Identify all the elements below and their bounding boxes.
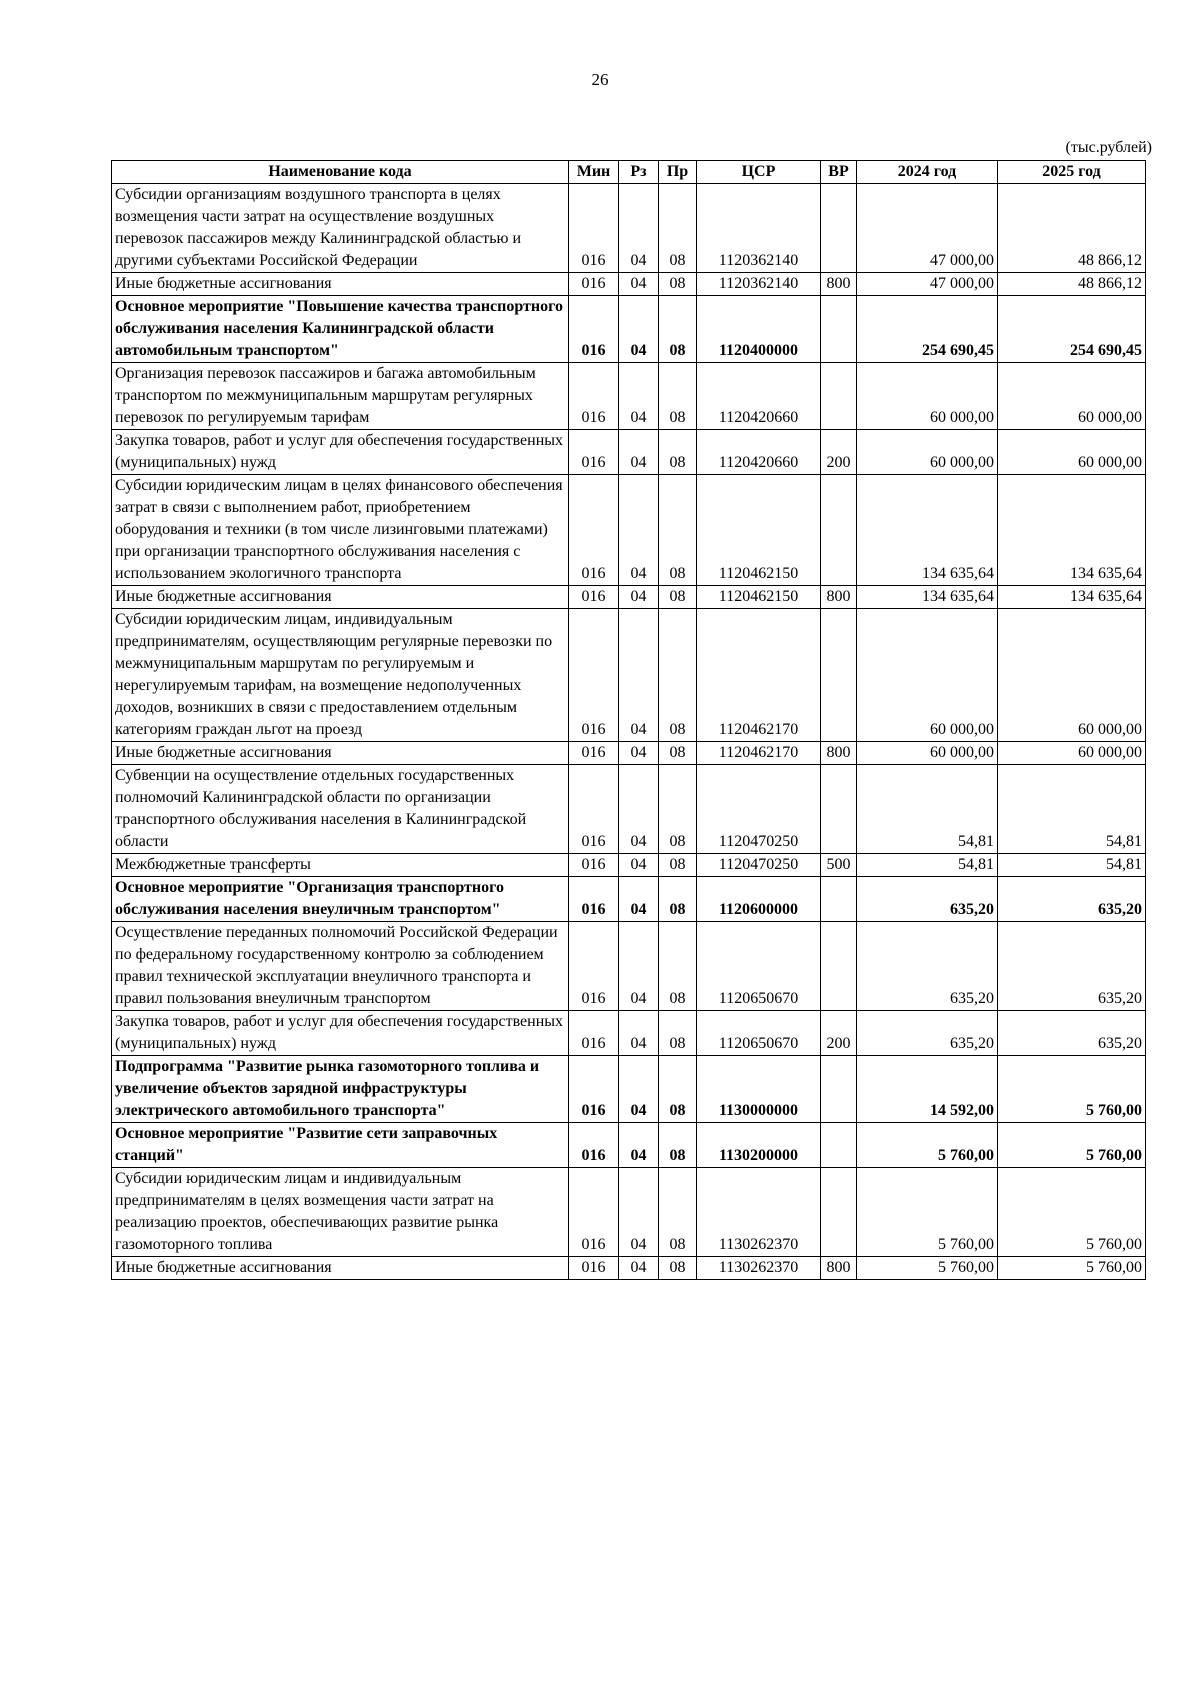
cell-name: Иные бюджетные ассигнования bbox=[112, 273, 569, 296]
cell-rz: 04 bbox=[619, 363, 659, 430]
cell-vr bbox=[821, 296, 857, 363]
table-header-row bbox=[112, 161, 1146, 184]
table-row bbox=[112, 1056, 1146, 1123]
cell-csr: 1120470250 bbox=[697, 854, 821, 877]
cell-2025: 134 635,64 bbox=[998, 586, 1146, 609]
cell-pr: 08 bbox=[659, 586, 697, 609]
cell-2025: 54,81 bbox=[998, 854, 1146, 877]
cell-csr: 1120462170 bbox=[697, 609, 821, 742]
table-row bbox=[112, 475, 1146, 586]
cell-csr: 1120650670 bbox=[697, 922, 821, 1011]
cell-vr bbox=[821, 765, 857, 854]
cell-name: Иные бюджетные ассигнования bbox=[112, 742, 569, 765]
table-row bbox=[112, 742, 1146, 765]
cell-vr bbox=[821, 922, 857, 1011]
cell-min: 016 bbox=[569, 1257, 619, 1280]
cell-2024: 47 000,00 bbox=[857, 184, 998, 273]
cell-csr: 1120650670 bbox=[697, 1011, 821, 1056]
cell-vr bbox=[821, 475, 857, 586]
table-row bbox=[112, 1257, 1146, 1280]
cell-2025: 5 760,00 bbox=[998, 1123, 1146, 1168]
cell-rz: 04 bbox=[619, 1257, 659, 1280]
table-row bbox=[112, 363, 1146, 430]
cell-2024: 254 690,45 bbox=[857, 296, 998, 363]
cell-rz: 04 bbox=[619, 1056, 659, 1123]
table-row bbox=[112, 430, 1146, 475]
table-body bbox=[112, 184, 1146, 1280]
cell-name: Иные бюджетные ассигнования bbox=[112, 586, 569, 609]
cell-name: Основное мероприятие "Повышение качества транспортного обслуживания населения Калининградской области автомобильным транспортом" bbox=[112, 296, 569, 363]
cell-rz: 04 bbox=[619, 854, 659, 877]
cell-vr: 800 bbox=[821, 1257, 857, 1280]
cell-csr: 1130200000 bbox=[697, 1123, 821, 1168]
cell-name: Иные бюджетные ассигнования bbox=[112, 1257, 569, 1280]
cell-2024: 635,20 bbox=[857, 877, 998, 922]
cell-vr bbox=[821, 877, 857, 922]
cell-name: Осуществление переданных полномочий Российской Федерации по федеральному государственному контролю за соблюдением правил технической эксплуатации внеуличного транспорта и правил пользования внеуличным транспортом bbox=[112, 922, 569, 1011]
cell-name: Субвенции на осуществление отдельных государственных полномочий Калининградской области по организации транспортного обслуживания населения в Калининградской области bbox=[112, 765, 569, 854]
cell-rz: 04 bbox=[619, 877, 659, 922]
cell-2025: 635,20 bbox=[998, 922, 1146, 1011]
cell-min: 016 bbox=[569, 854, 619, 877]
cell-min: 016 bbox=[569, 742, 619, 765]
cell-min: 016 bbox=[569, 586, 619, 609]
header-min: Мин bbox=[569, 161, 619, 184]
cell-pr: 08 bbox=[659, 1056, 697, 1123]
cell-2025: 635,20 bbox=[998, 1011, 1146, 1056]
cell-csr: 1120400000 bbox=[697, 296, 821, 363]
header-2024: 2024 год bbox=[857, 161, 998, 184]
table-row bbox=[112, 609, 1146, 742]
table-row bbox=[112, 1123, 1146, 1168]
cell-vr bbox=[821, 1056, 857, 1123]
cell-vr: 200 bbox=[821, 1011, 857, 1056]
cell-2024: 635,20 bbox=[857, 1011, 998, 1056]
cell-name: Организация перевозок пассажиров и багажа автомобильным транспортом по межмуниципальным маршрутам регулярных перевозок по регулируемым тарифам bbox=[112, 363, 569, 430]
cell-csr: 1120420660 bbox=[697, 430, 821, 475]
cell-2025: 48 866,12 bbox=[998, 273, 1146, 296]
cell-2024: 54,81 bbox=[857, 854, 998, 877]
cell-name: Основное мероприятие "Развитие сети заправочных станций" bbox=[112, 1123, 569, 1168]
cell-pr: 08 bbox=[659, 765, 697, 854]
cell-2024: 60 000,00 bbox=[857, 430, 998, 475]
cell-vr bbox=[821, 1123, 857, 1168]
cell-csr: 1120470250 bbox=[697, 765, 821, 854]
cell-csr: 1120462150 bbox=[697, 475, 821, 586]
cell-name: Субсидии организациям воздушного транспорта в целях возмещения части затрат на осуществление воздушных перевозок пассажиров между Калининградской областью и другими субъектами Российской Федерации bbox=[112, 184, 569, 273]
cell-vr: 800 bbox=[821, 742, 857, 765]
cell-rz: 04 bbox=[619, 184, 659, 273]
cell-2024: 60 000,00 bbox=[857, 742, 998, 765]
cell-vr: 200 bbox=[821, 430, 857, 475]
cell-name: Закупка товаров, работ и услуг для обеспечения государственных (муниципальных) нужд bbox=[112, 430, 569, 475]
cell-pr: 08 bbox=[659, 877, 697, 922]
cell-2024: 134 635,64 bbox=[857, 475, 998, 586]
cell-pr: 08 bbox=[659, 430, 697, 475]
cell-min: 016 bbox=[569, 765, 619, 854]
cell-2025: 134 635,64 bbox=[998, 475, 1146, 586]
header-csr: ЦСР bbox=[697, 161, 821, 184]
cell-vr bbox=[821, 184, 857, 273]
page-number: 26 bbox=[591, 70, 609, 89]
cell-csr: 1120420660 bbox=[697, 363, 821, 430]
cell-vr bbox=[821, 609, 857, 742]
cell-csr: 1130262370 bbox=[697, 1257, 821, 1280]
cell-rz: 04 bbox=[619, 296, 659, 363]
table-row bbox=[112, 922, 1146, 1011]
cell-csr: 1120362140 bbox=[697, 184, 821, 273]
cell-2024: 134 635,64 bbox=[857, 586, 998, 609]
cell-rz: 04 bbox=[619, 1011, 659, 1056]
cell-min: 016 bbox=[569, 1056, 619, 1123]
cell-2025: 54,81 bbox=[998, 765, 1146, 854]
units-label: (тыс.рублей) bbox=[1065, 139, 1152, 156]
cell-min: 016 bbox=[569, 1168, 619, 1257]
cell-2025: 5 760,00 bbox=[998, 1168, 1146, 1257]
table-row bbox=[112, 854, 1146, 877]
table-row bbox=[112, 273, 1146, 296]
cell-2025: 60 000,00 bbox=[998, 609, 1146, 742]
header-name: Наименование кода bbox=[112, 161, 569, 184]
cell-csr: 1120600000 bbox=[697, 877, 821, 922]
cell-csr: 1120462170 bbox=[697, 742, 821, 765]
cell-pr: 08 bbox=[659, 922, 697, 1011]
cell-rz: 04 bbox=[619, 1168, 659, 1257]
cell-2024: 635,20 bbox=[857, 922, 998, 1011]
cell-min: 016 bbox=[569, 273, 619, 296]
cell-pr: 08 bbox=[659, 475, 697, 586]
cell-name: Субсидии юридическим лицам и индивидуальным предпринимателям в целях возмещения части затрат на реализацию проектов, обеспечивающих развитие рынка газомоторного топлива bbox=[112, 1168, 569, 1257]
cell-name: Подпрограмма "Развитие рынка газомоторного топлива и увеличение объектов зарядной инфраструктуры электрического автомобильного транспорта" bbox=[112, 1056, 569, 1123]
cell-pr: 08 bbox=[659, 273, 697, 296]
cell-vr bbox=[821, 363, 857, 430]
cell-pr: 08 bbox=[659, 1123, 697, 1168]
cell-pr: 08 bbox=[659, 1011, 697, 1056]
cell-2024: 5 760,00 bbox=[857, 1257, 998, 1280]
table-row bbox=[112, 586, 1146, 609]
cell-rz: 04 bbox=[619, 1123, 659, 1168]
cell-csr: 1130262370 bbox=[697, 1168, 821, 1257]
cell-csr: 1130000000 bbox=[697, 1056, 821, 1123]
cell-min: 016 bbox=[569, 877, 619, 922]
cell-pr: 08 bbox=[659, 854, 697, 877]
cell-2024: 60 000,00 bbox=[857, 363, 998, 430]
cell-min: 016 bbox=[569, 922, 619, 1011]
cell-min: 016 bbox=[569, 430, 619, 475]
cell-csr: 1120362140 bbox=[697, 273, 821, 296]
cell-rz: 04 bbox=[619, 742, 659, 765]
cell-2025: 60 000,00 bbox=[998, 363, 1146, 430]
table-row bbox=[112, 877, 1146, 922]
cell-2025: 635,20 bbox=[998, 877, 1146, 922]
cell-2025: 48 866,12 bbox=[998, 184, 1146, 273]
cell-2024: 47 000,00 bbox=[857, 273, 998, 296]
cell-name: Субсидии юридическим лицам в целях финансового обеспечения затрат в связи с выполнением работ, приобретением оборудования и техники (в том числе лизинговыми платежами) при организации транспортного обслуживания населения с использованием экологичного транспорта bbox=[112, 475, 569, 586]
cell-rz: 04 bbox=[619, 586, 659, 609]
cell-min: 016 bbox=[569, 1011, 619, 1056]
cell-name: Межбюджетные трансферты bbox=[112, 854, 569, 877]
cell-csr: 1120462150 bbox=[697, 586, 821, 609]
table-row bbox=[112, 1011, 1146, 1056]
header-vr: ВР bbox=[821, 161, 857, 184]
cell-vr: 800 bbox=[821, 273, 857, 296]
cell-pr: 08 bbox=[659, 296, 697, 363]
cell-rz: 04 bbox=[619, 609, 659, 742]
cell-2025: 254 690,45 bbox=[998, 296, 1146, 363]
cell-2024: 5 760,00 bbox=[857, 1168, 998, 1257]
cell-min: 016 bbox=[569, 363, 619, 430]
cell-vr bbox=[821, 1168, 857, 1257]
cell-min: 016 bbox=[569, 1123, 619, 1168]
cell-rz: 04 bbox=[619, 765, 659, 854]
cell-rz: 04 bbox=[619, 922, 659, 1011]
table-row bbox=[112, 184, 1146, 273]
cell-2025: 60 000,00 bbox=[998, 742, 1146, 765]
cell-pr: 08 bbox=[659, 742, 697, 765]
cell-name: Закупка товаров, работ и услуг для обеспечения государственных (муниципальных) нужд bbox=[112, 1011, 569, 1056]
cell-name: Субсидии юридическим лицам, индивидуальным предпринимателям, осуществляющим регулярные перевозки по межмуниципальным маршрутам по регулируемым и нерегулируемым тарифам, на возмещение недополученных доходов, возникших в связи с предоставлением отдельным категориям граждан льгот на проезд bbox=[112, 609, 569, 742]
cell-pr: 08 bbox=[659, 184, 697, 273]
cell-pr: 08 bbox=[659, 609, 697, 742]
cell-min: 016 bbox=[569, 609, 619, 742]
cell-rz: 04 bbox=[619, 273, 659, 296]
cell-2024: 54,81 bbox=[857, 765, 998, 854]
header-2025: 2025 год bbox=[998, 161, 1146, 184]
cell-2025: 60 000,00 bbox=[998, 430, 1146, 475]
cell-2024: 5 760,00 bbox=[857, 1123, 998, 1168]
header-pr: Пр bbox=[659, 161, 697, 184]
cell-2024: 60 000,00 bbox=[857, 609, 998, 742]
cell-pr: 08 bbox=[659, 1168, 697, 1257]
table-row bbox=[112, 1168, 1146, 1257]
cell-pr: 08 bbox=[659, 1257, 697, 1280]
header-rz: Рз bbox=[619, 161, 659, 184]
cell-2024: 14 592,00 bbox=[857, 1056, 998, 1123]
cell-min: 016 bbox=[569, 475, 619, 586]
cell-rz: 04 bbox=[619, 475, 659, 586]
cell-min: 016 bbox=[569, 296, 619, 363]
table-row bbox=[112, 765, 1146, 854]
cell-pr: 08 bbox=[659, 363, 697, 430]
cell-2025: 5 760,00 bbox=[998, 1056, 1146, 1123]
cell-vr: 500 bbox=[821, 854, 857, 877]
budget-table bbox=[111, 160, 1146, 1280]
cell-rz: 04 bbox=[619, 430, 659, 475]
cell-min: 016 bbox=[569, 184, 619, 273]
cell-2025: 5 760,00 bbox=[998, 1257, 1146, 1280]
cell-name: Основное мероприятие "Организация транспортного обслуживания населения внеуличным транспортом" bbox=[112, 877, 569, 922]
table-row bbox=[112, 296, 1146, 363]
cell-vr: 800 bbox=[821, 586, 857, 609]
